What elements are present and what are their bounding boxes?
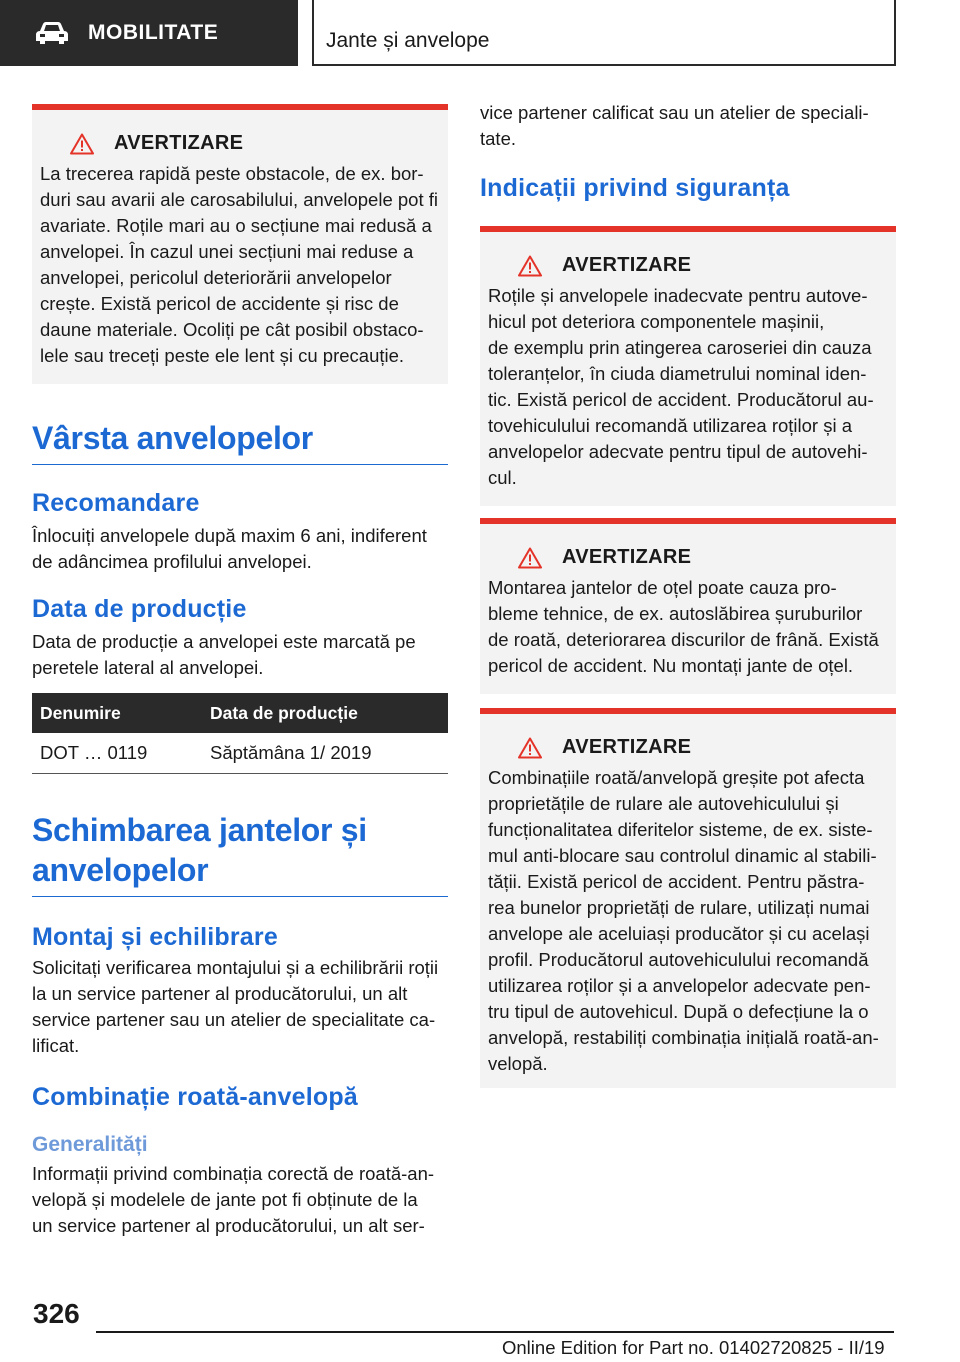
table-cell: Săptămâna 1/ 2019	[202, 733, 448, 773]
warning-box	[32, 104, 448, 384]
heading-wheel-tire-combination: Combinație roată-anvelopă	[32, 1082, 358, 1111]
right-column	[480, 100, 896, 1088]
warning-title: AVERTIZARE	[114, 132, 244, 154]
continued-text: vice partener calificat sau un atelier de speciali- tate.	[480, 102, 869, 149]
section-tab	[0, 0, 298, 66]
warning-text: Combinațiile roată/anvelopă greșite pot afecta proprietățile de rulare ale autovehiculului și funcționalitatea diferitelor sisteme, de ex. siste- mul anti-blocare sau controlul dinamic al stabili- tății. Există pericol de accident. Pentru păstra- rea bunelor proprietăți de rulare, utilizați numai anvelope ale aceluiași producător și cu același profil. Producătorul autovehiculului recomandă utilizarea roților și a anvelopelor adecvate pen- tru tipul de autovehicul. După o defecțiune la o anvelopă, restabiliți combinația inițială roată-an- velopă.	[488, 767, 879, 1074]
heading-tire-age: Vârsta anvelopelor	[32, 418, 448, 465]
warning-box	[480, 518, 896, 694]
warning-title: AVERTIZARE	[562, 254, 692, 276]
warning-title: AVERTIZARE	[562, 736, 692, 758]
warning-text: Montarea jantelor de oțel poate cauza pro- bleme tehnice, de ex. autoslăbirea șuruburilor de roată, deteriorarea discurilor de frână. Există pericol de accident. Nu montați jante de oțel.	[488, 577, 879, 676]
edition-note: Online Edition for Part no. 01402720825 - II/19	[502, 1337, 885, 1358]
warning-triangle-icon	[518, 255, 542, 277]
table-cell: DOT … 0119	[32, 733, 202, 773]
heading-general: Generalități	[32, 1132, 148, 1156]
left-column	[32, 104, 448, 1239]
heading-mounting-balancing: Montaj și echilibrare	[32, 922, 278, 951]
heading-safety-notes: Indicații privind siguranța	[480, 174, 790, 202]
chapter-title: Jante și anvelope	[326, 29, 490, 52]
section-title: MOBILITATE	[88, 21, 219, 44]
warning-text: Roțile și anvelopele inadecvate pentru autove- hicul pot deteriora componentele mașinii, de exemplu prin atingerea caroseriei din cauza toleranțelor, în ciuda diametrului nominal iden- tic. Există pericol de accident. Producătorul au- tovehiculului recomandă utilizarea roților și a anvelopelor adecvate pentru tipul de autovehi- cul.	[488, 285, 874, 488]
general-text: Informații privind combinația corectă de roată-an- velopă și modelele de jante pot fi obținute de la un service partener al producătorului, un alt ser-	[32, 1162, 435, 1236]
warning-box	[480, 226, 896, 506]
heading-recommendation: Recomandare	[32, 489, 200, 517]
page-number: 326	[33, 1298, 80, 1329]
production-date-table	[32, 693, 448, 774]
warning-title: AVERTIZARE	[562, 546, 692, 568]
table-header: Denumire	[32, 693, 202, 733]
production-date-text: Data de producție a anvelopei este marcată pe peretele lateral al anvelopei.	[32, 631, 416, 678]
warning-triangle-icon	[70, 133, 94, 155]
warning-box	[480, 708, 896, 1088]
heading-changing-wheels: Schimbarea jantelor și anvelopelor	[32, 810, 448, 897]
mounting-text: Solicitați verificarea montajului și a echilibrării roții la un service partener al producătorului, un alt service partener sau un atelier de specialitate ca- lificat.	[32, 956, 439, 1056]
car-icon	[34, 21, 70, 45]
table-header: Data de producție	[202, 693, 448, 733]
warning-triangle-icon	[518, 737, 542, 759]
footer-divider	[96, 1331, 894, 1333]
page-header	[0, 0, 960, 66]
warning-triangle-icon	[518, 547, 542, 569]
heading-production-date: Data de producție	[32, 595, 247, 623]
warning-text: La trecerea rapidă peste obstacole, de ex. bor- duri sau avarii ale carosabilului, anvelopele pot fi avariate. Roțile mari au o secțiune mai redusă a anvelopei. În cazul unei secțiuni mai reduse a anvelopei, pericolul deteriorării anvelopelor crește. Există pericol de accidente și risc de daune materiale. Ocoliți pe cât posibil obstaco- lele sau treceți peste ele lent și cu precauție.	[40, 163, 438, 366]
chapter-tab	[312, 0, 896, 66]
table-row	[32, 733, 448, 773]
recommendation-text: Înlocuiți anvelopele după maxim 6 ani, indiferent de adâncimea profilului anvelopei.	[32, 525, 427, 572]
